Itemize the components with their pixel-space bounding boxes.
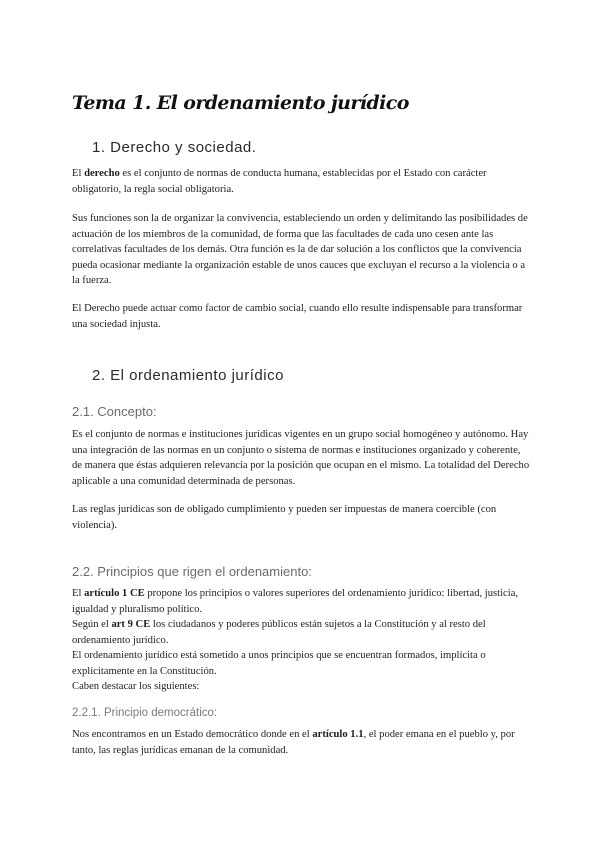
paragraph-democratico bbox=[72, 727, 532, 758]
bold-term-derecho: derecho bbox=[84, 168, 120, 179]
section-heading-derecho-sociedad: 1. Derecho y sociedad. bbox=[92, 139, 257, 156]
text: Caben destacar los siguientes: bbox=[72, 681, 200, 692]
text: El bbox=[72, 168, 85, 179]
document-title: Tema 1. El ordenamiento jurídico bbox=[72, 92, 409, 114]
paragraph-cambio-social: El Derecho puede actuar como factor de cambio social, cuando ello resulte indispensable para transformar una sociedad injusta. bbox=[72, 303, 523, 330]
text: , el poder emana en el pueblo y, por tanto, las reglas jurídicas emanan de la comunidad. bbox=[72, 729, 515, 756]
text: El bbox=[72, 588, 85, 599]
bold-term-art-9: art 9 CE bbox=[111, 619, 151, 630]
text: Según el bbox=[72, 619, 112, 630]
paragraph-derecho-definicion bbox=[72, 166, 532, 197]
text: los ciudadanos y poderes públicos están sujetos a la Constitución y al resto del ordenamiento jurídico. bbox=[72, 619, 486, 646]
paragraph-funciones: Sus funciones son la de organizar la convivencia, estableciendo un orden y delimitando las posibilidades de actuación de los miembros de la comunidad, de forma que las facultades de cada uno cesen ante las correlativas facultades de los demás. Otra función es la de dar solución a los conflictos que la convivencia pueda ocasionar mediante la organización estable de unos cauces que excluyan el recurso a la violencia o a la fuerza. bbox=[72, 213, 528, 286]
text: Nos encontramos en un Estado democrático donde en el bbox=[72, 729, 313, 740]
text: es el conjunto de normas de conducta humana, establecidas por el Estado con carácter obligatorio, la regla social obligatoria. bbox=[72, 168, 487, 195]
paragraph-concepto: Es el conjunto de normas e instituciones jurídicas vigentes en un grupo social homogéneo y autónomo. Hay una integración de las normas en un conjunto o sistema de normas e instituciones organizado y coherente, de manera que éstas adquieren relevancia por la posición que ocupan en el mismo. La totalidad del Derecho aplicable a una comunidad determinada de personas. bbox=[72, 429, 530, 487]
text: El ordenamiento jurídico está sometido a unos principios que se encuentran formados, implícita o explícitamente en la Constitución. bbox=[72, 650, 486, 677]
subsection-heading-principios: 2.2. Principios que rigen el ordenamiento: bbox=[72, 564, 312, 579]
subsubsection-heading-democratico: 2.2.1. Principio democrático: bbox=[72, 707, 218, 719]
paragraph-reglas-juridicas: Las reglas jurídicas son de obligado cumplimiento y pueden ser impuestas de manera coercible (con violencia). bbox=[72, 504, 497, 531]
text: propone los principios o valores superiores del ordenamiento jurídico: libertad, justicia, igualdad y pluralismo político. bbox=[72, 588, 519, 615]
bold-term-articulo-1-1: artículo 1.1 bbox=[312, 729, 364, 740]
bold-term-articulo-1: artículo 1 CE bbox=[84, 588, 145, 599]
subsection-heading-concepto: 2.1. Concepto: bbox=[72, 404, 157, 419]
section-heading-ordenamiento: 2. El ordenamiento jurídico bbox=[92, 367, 284, 384]
paragraph-principios bbox=[72, 586, 532, 695]
